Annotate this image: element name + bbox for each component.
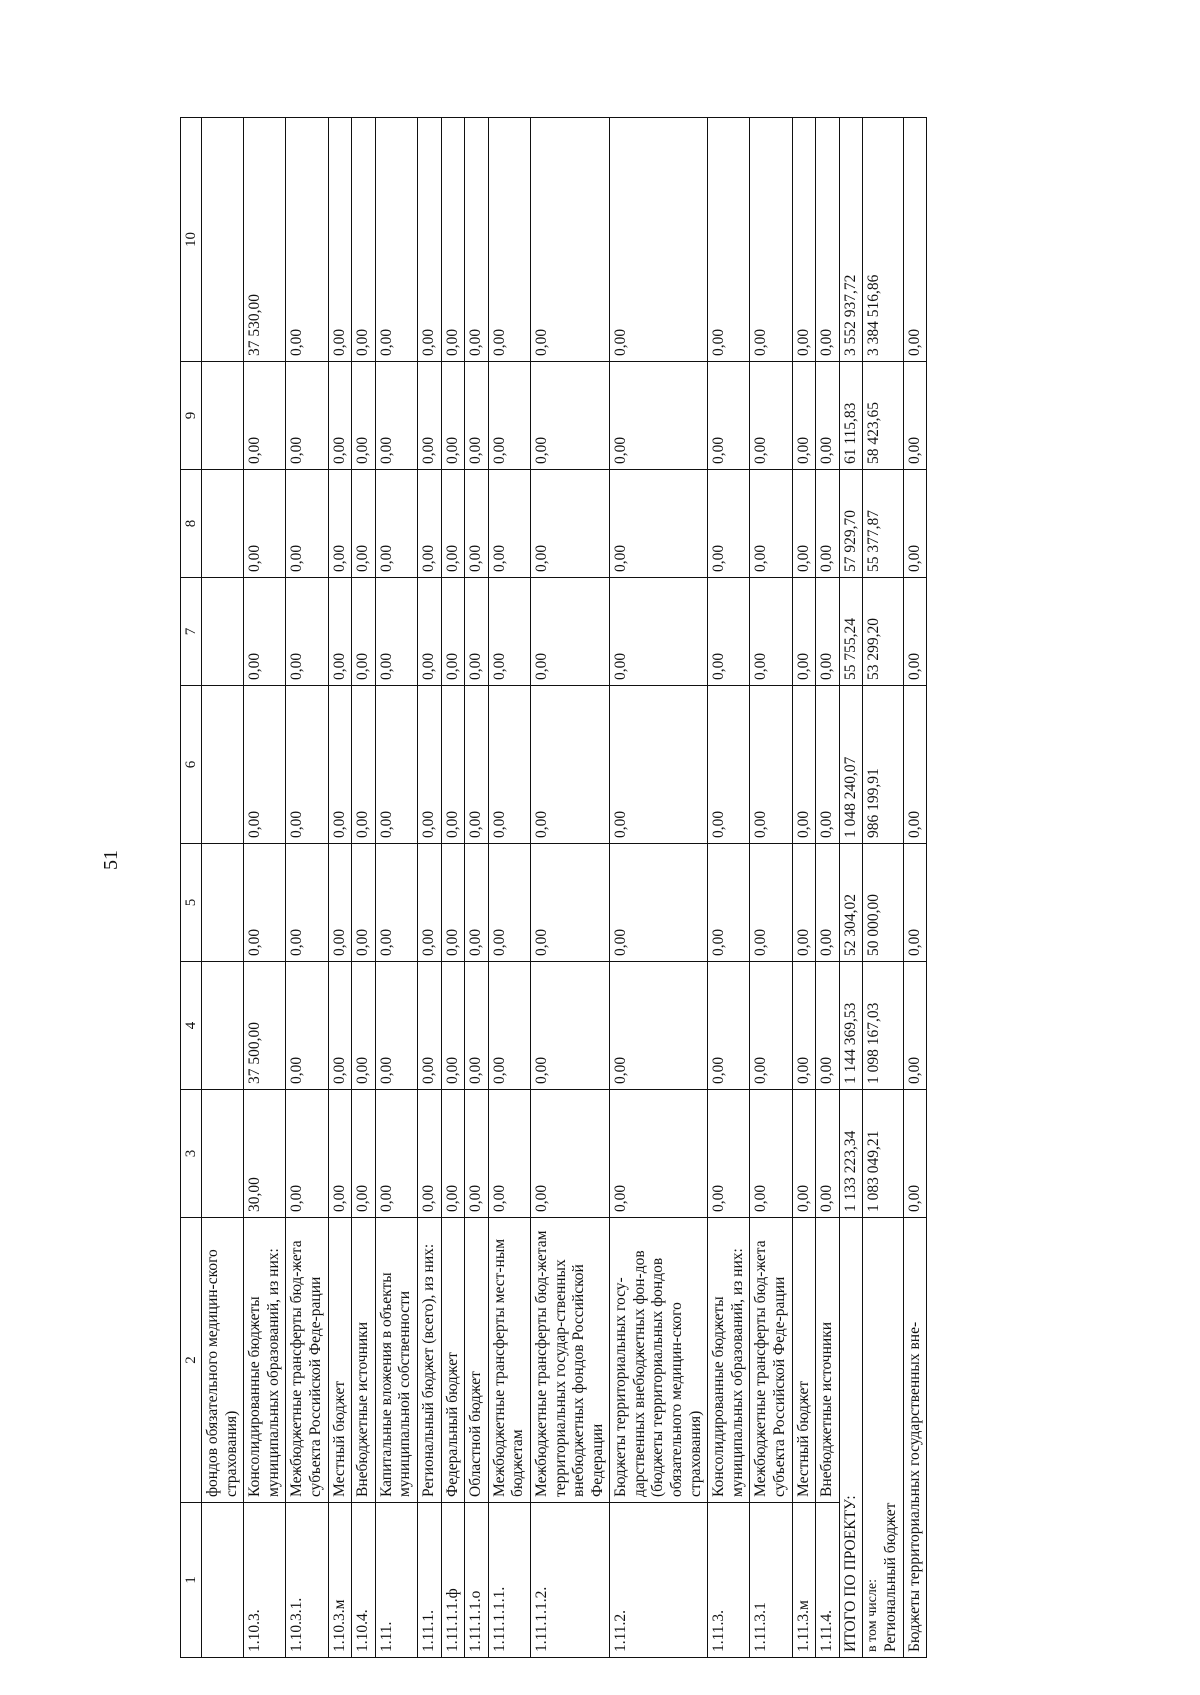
row-code: 1.10.4. (352, 1503, 376, 1658)
row-name: Местный бюджет (328, 1218, 352, 1503)
row-value: 0,00 (352, 844, 376, 962)
row-value: 0,00 (352, 362, 376, 470)
row-value: 0,00 (417, 470, 441, 578)
row-value: 0,00 (708, 686, 750, 844)
row-value: 0,00 (441, 844, 465, 962)
row-value: 0,00 (530, 578, 609, 686)
row-value: 0,00 (375, 844, 417, 962)
row-value: 0,00 (488, 962, 530, 1090)
including-label: в том числе: (865, 1579, 881, 1652)
last-cell: 0,00 (903, 578, 927, 686)
row-value: 0,00 (244, 686, 286, 844)
row-value: 0,00 (708, 470, 750, 578)
row-name: Консолидированные бюджеты муниципальных образований, из них: (244, 1218, 286, 1503)
row-value: 0,00 (465, 362, 489, 470)
regional-cell: 53 299,20 (863, 578, 903, 686)
row-value (202, 962, 244, 1090)
row-value: 0,00 (610, 470, 708, 578)
row-value: 0,00 (750, 118, 792, 362)
row-code: 1.11.1.1.о (465, 1503, 489, 1658)
regional-label: Региональный бюджет (882, 1502, 900, 1652)
row-name: Консолидированные бюджеты муниципальных образований, из них: (708, 1218, 750, 1503)
row-code: 1.11.1.1.1. (488, 1503, 530, 1658)
row-value: 37 530,00 (244, 118, 286, 362)
row-value: 0,00 (417, 962, 441, 1090)
row-name: Местный бюджет (792, 1218, 816, 1503)
last-cell: 0,00 (903, 962, 927, 1090)
last-cell: 0,00 (903, 362, 927, 470)
row-value: 0,00 (328, 962, 352, 1090)
row-value: 0,00 (530, 844, 609, 962)
row-value: 0,00 (375, 362, 417, 470)
row-value: 0,00 (465, 578, 489, 686)
regional-cell: 3 384 516,86 (863, 118, 903, 362)
total-cell: 1 048 240,07 (839, 686, 863, 844)
row-name: Внебюджетные источники (816, 1218, 840, 1503)
total-cell: 52 304,02 (839, 844, 863, 962)
table-row (792, 118, 816, 1658)
row-value: 0,00 (488, 686, 530, 844)
row-value: 0,00 (328, 1090, 352, 1218)
row-value: 0,00 (530, 962, 609, 1090)
row-value: 0,00 (708, 578, 750, 686)
row-value: 0,00 (328, 686, 352, 844)
row-value: 0,00 (417, 844, 441, 962)
row-value: 0,00 (441, 578, 465, 686)
row-value: 0,00 (530, 470, 609, 578)
row-value: 0,00 (417, 578, 441, 686)
row-value: 0,00 (328, 578, 352, 686)
row-value: 0,00 (352, 686, 376, 844)
row-value: 0,00 (610, 844, 708, 962)
table-row (417, 118, 441, 1658)
regional-label-cell (863, 1218, 903, 1658)
row-value: 0,00 (816, 118, 840, 362)
row-value: 0,00 (708, 118, 750, 362)
row-code (202, 1503, 244, 1658)
regional-cell: 55 377,87 (863, 470, 903, 578)
last-cell: 0,00 (903, 470, 927, 578)
row-value: 0,00 (816, 1090, 840, 1218)
last-label: Бюджеты территориальных государственных вне- (903, 1218, 927, 1658)
row-value: 0,00 (441, 1090, 465, 1218)
table-row (750, 118, 792, 1658)
row-value: 0,00 (708, 962, 750, 1090)
row-value: 0,00 (792, 470, 816, 578)
row-value: 0,00 (441, 686, 465, 844)
row-code: 1.11.4. (816, 1503, 840, 1658)
row-value: 0,00 (328, 118, 352, 362)
row-value: 30,00 (244, 1090, 286, 1218)
row-value: 0,00 (708, 1090, 750, 1218)
row-value: 0,00 (286, 578, 328, 686)
regional-cell: 1 098 167,03 (863, 962, 903, 1090)
row-value: 0,00 (488, 578, 530, 686)
row-value: 0,00 (352, 578, 376, 686)
row-value: 0,00 (375, 686, 417, 844)
table-row (465, 118, 489, 1658)
row-code: 1.11.1.1.ф (441, 1503, 465, 1658)
total-cell: 1 133 223,34 (839, 1090, 863, 1218)
row-value: 0,00 (792, 362, 816, 470)
table-row (816, 118, 840, 1658)
row-value: 0,00 (610, 962, 708, 1090)
row-value: 0,00 (375, 578, 417, 686)
row-value (202, 844, 244, 962)
row-name: Региональный бюджет (всего), из них: (417, 1218, 441, 1503)
header-cell: 6 (181, 686, 202, 844)
row-value: 0,00 (244, 844, 286, 962)
row-value: 0,00 (816, 962, 840, 1090)
budget-table (180, 117, 927, 1658)
row-value: 0,00 (530, 686, 609, 844)
row-value (202, 686, 244, 844)
total-cell: 1 144 369,53 (839, 962, 863, 1090)
row-name: Бюджеты территориальных госу-дарственных внебюджетных фон-дов (бюджеты территориальных фондов обязательного медицин-ского страхования) (610, 1218, 708, 1503)
table-row (441, 118, 465, 1658)
row-value: 0,00 (488, 118, 530, 362)
row-code: 1.11.2. (610, 1503, 708, 1658)
header-cell: 5 (181, 844, 202, 962)
row-name: Межбюджетные трансферты бюд-жетам территориальных государ-ственных внебюджетных фондов Российской Федерации (530, 1218, 609, 1503)
row-name: Областной бюджет (465, 1218, 489, 1503)
row-value: 0,00 (465, 686, 489, 844)
last-cell: 0,00 (903, 1090, 927, 1218)
row-value: 0,00 (816, 578, 840, 686)
header-cell: 1 (181, 1503, 202, 1658)
row-value: 0,00 (610, 686, 708, 844)
row-value: 0,00 (417, 118, 441, 362)
row-value: 0,00 (530, 118, 609, 362)
row-value: 0,00 (375, 118, 417, 362)
row-value: 0,00 (792, 844, 816, 962)
row-value: 0,00 (816, 362, 840, 470)
table-row (202, 118, 244, 1658)
row-value: 0,00 (441, 962, 465, 1090)
table-row (708, 118, 750, 1658)
row-value: 0,00 (750, 844, 792, 962)
row-name: Капитальные вложения в объекты муниципальной собственности (375, 1218, 417, 1503)
table-row (530, 118, 609, 1658)
row-value: 0,00 (750, 1090, 792, 1218)
table-row (610, 118, 708, 1658)
last-cell: 0,00 (903, 844, 927, 962)
row-value: 0,00 (465, 118, 489, 362)
row-value: 0,00 (244, 578, 286, 686)
row-value: 0,00 (286, 844, 328, 962)
page-number: 51 (100, 850, 122, 870)
row-value: 0,00 (352, 1090, 376, 1218)
regional-cell: 1 083 049,21 (863, 1090, 903, 1218)
row-value: 0,00 (792, 686, 816, 844)
row-value: 0,00 (610, 578, 708, 686)
header-row (181, 118, 202, 1658)
table-row (328, 118, 352, 1658)
total-cell: 57 929,70 (839, 470, 863, 578)
last-cell: 0,00 (903, 118, 927, 362)
table-row (244, 118, 286, 1658)
row-value: 0,00 (708, 844, 750, 962)
row-value: 0,00 (417, 686, 441, 844)
regional-cell: 986 199,91 (863, 686, 903, 844)
row-value (202, 1090, 244, 1218)
row-code: 1.11.3.1 (750, 1503, 792, 1658)
row-code: 1.11.3. (708, 1503, 750, 1658)
row-value: 0,00 (750, 578, 792, 686)
row-value: 0,00 (286, 962, 328, 1090)
row-value: 0,00 (417, 362, 441, 470)
row-value (202, 362, 244, 470)
row-value: 0,00 (286, 118, 328, 362)
row-value: 0,00 (610, 1090, 708, 1218)
row-value: 0,00 (465, 844, 489, 962)
regional-row (863, 118, 903, 1658)
row-value: 0,00 (465, 1090, 489, 1218)
row-value (202, 578, 244, 686)
row-value: 0,00 (816, 844, 840, 962)
regional-cell: 58 423,65 (863, 362, 903, 470)
row-value: 0,00 (286, 362, 328, 470)
row-value: 0,00 (792, 578, 816, 686)
header-cell: 2 (181, 1218, 202, 1503)
table-body (202, 118, 840, 1658)
last-cell: 0,00 (903, 686, 927, 844)
row-value: 0,00 (375, 1090, 417, 1218)
row-code: 1.10.3.1. (286, 1503, 328, 1658)
total-row (839, 118, 863, 1658)
row-value: 0,00 (488, 1090, 530, 1218)
row-code: 1.10.3. (244, 1503, 286, 1658)
row-code: 1.11.1.1.2. (530, 1503, 609, 1658)
row-code: 1.11.1. (417, 1503, 441, 1658)
total-label: ИТОГО ПО ПРОЕКТУ: (839, 1218, 863, 1658)
row-value: 0,00 (352, 118, 376, 362)
row-value: 0,00 (708, 362, 750, 470)
table-row (375, 118, 417, 1658)
regional-cell: 50 000,00 (863, 844, 903, 962)
table-row (286, 118, 328, 1658)
row-value: 0,00 (792, 1090, 816, 1218)
row-name: Внебюджетные источники (352, 1218, 376, 1503)
row-code: 1.11.3.м (792, 1503, 816, 1658)
row-name: Межбюджетные трансферты бюд-жета субъекта Российской Феде-рации (286, 1218, 328, 1503)
row-value: 0,00 (441, 118, 465, 362)
row-value: 0,00 (488, 362, 530, 470)
table-row (352, 118, 376, 1658)
total-cell: 61 115,83 (839, 362, 863, 470)
header-cell: 9 (181, 362, 202, 470)
row-name: Межбюджетные трансферты мест-ным бюджетам (488, 1218, 530, 1503)
row-value: 0,00 (816, 686, 840, 844)
row-value: 0,00 (792, 962, 816, 1090)
row-value: 0,00 (244, 362, 286, 470)
row-value: 0,00 (328, 844, 352, 962)
row-value: 0,00 (488, 470, 530, 578)
rotated-table-wrapper (180, 118, 1080, 1658)
header-cell: 10 (181, 118, 202, 362)
row-value: 0,00 (816, 470, 840, 578)
header-cell: 4 (181, 962, 202, 1090)
table-row (488, 118, 530, 1658)
header-cell: 3 (181, 1090, 202, 1218)
row-value: 0,00 (286, 470, 328, 578)
row-value: 0,00 (441, 470, 465, 578)
row-code: 1.10.3.м (328, 1503, 352, 1658)
header-cell: 7 (181, 578, 202, 686)
row-value: 0,00 (417, 1090, 441, 1218)
row-value: 0,00 (750, 362, 792, 470)
row-value: 0,00 (488, 844, 530, 962)
row-value: 0,00 (286, 686, 328, 844)
row-value: 0,00 (286, 1090, 328, 1218)
row-value: 0,00 (328, 362, 352, 470)
row-value: 0,00 (792, 118, 816, 362)
row-value (202, 118, 244, 362)
row-value: 0,00 (328, 470, 352, 578)
row-value: 0,00 (375, 962, 417, 1090)
row-value: 0,00 (610, 362, 708, 470)
last-row (903, 118, 927, 1658)
row-value (202, 470, 244, 578)
row-value: 37 500,00 (244, 962, 286, 1090)
row-value: 0,00 (352, 962, 376, 1090)
header-cell: 8 (181, 470, 202, 578)
row-value: 0,00 (352, 470, 376, 578)
row-name: Межбюджетные трансферты бюд-жета субъекта Российской Феде-рации (750, 1218, 792, 1503)
row-value: 0,00 (610, 118, 708, 362)
row-value: 0,00 (244, 470, 286, 578)
row-value: 0,00 (465, 962, 489, 1090)
row-code: 1.11. (375, 1503, 417, 1658)
row-name: Федеральный бюджет (441, 1218, 465, 1503)
row-value: 0,00 (441, 362, 465, 470)
row-value: 0,00 (750, 686, 792, 844)
row-value: 0,00 (750, 962, 792, 1090)
row-value: 0,00 (530, 362, 609, 470)
row-value: 0,00 (530, 1090, 609, 1218)
total-cell: 3 552 937,72 (839, 118, 863, 362)
row-value: 0,00 (465, 470, 489, 578)
row-value: 0,00 (375, 470, 417, 578)
total-cell: 55 755,24 (839, 578, 863, 686)
row-name: фондов обязательного медицин-ского страхования) (202, 1218, 244, 1503)
row-value: 0,00 (750, 470, 792, 578)
